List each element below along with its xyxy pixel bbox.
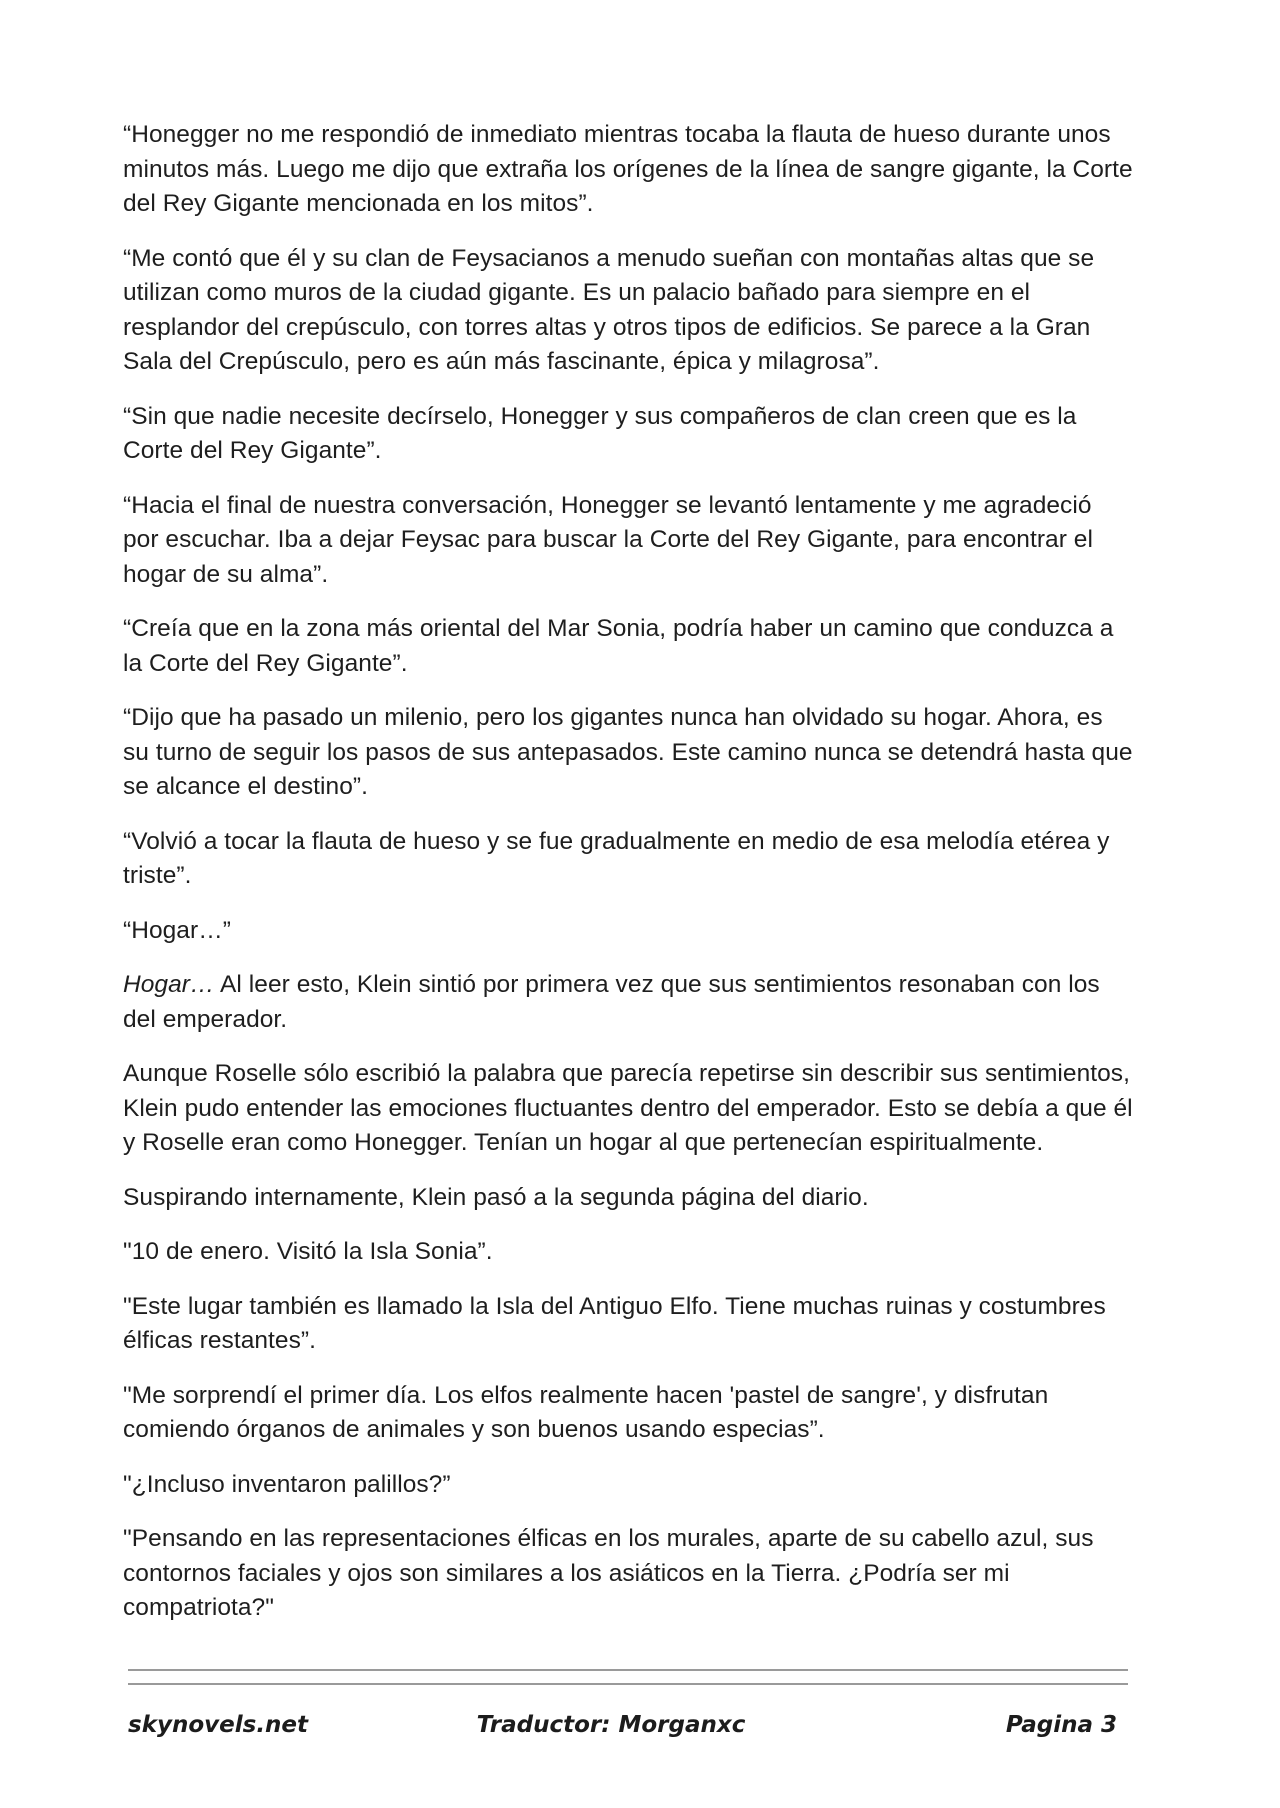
paragraph: "10 de enero. Visitó la Isla Sonia”. bbox=[123, 1238, 493, 1265]
paragraph: “Me contó que él y su clan de Feysacianos a menudo sueñan con montañas altas que se utilizan como muros de la ciudad gigante. Es un palacio bañado para siempre en el resplandor del crepúsculo, con torres altas y otros tipos de edificios. Se parece a la Gran Sala del Crepúsculo, pero es aún más fascinante, épica y milagrosa”. bbox=[123, 244, 1095, 375]
paragraph: Aunque Roselle sólo escribió la palabra que parecía repetirse sin describir sus sentimientos, Klein pudo entender las emociones fluctuantes dentro del emperador. Esto se debía a que él y Roselle eran como Honegger. Tenían un hogar al que pertenecían espiritualmente. bbox=[123, 1060, 1133, 1156]
paragraph: “Hogar…” bbox=[123, 916, 231, 944]
paragraph-italic-lead: Hogar… bbox=[123, 971, 215, 998]
paragraph: Suspirando internamente, Klein pasó a la segunda página del diario. bbox=[123, 1183, 869, 1211]
paragraph: "¿Incluso inventaron palillos?” bbox=[123, 1470, 451, 1498]
paragraph: "Este lugar también es llamado la Isla del Antiguo Elfo. Tiene muchas ruinas y costumbres élficas restantes”. bbox=[123, 1292, 1106, 1354]
footer-translator: Traductor: Morganxc bbox=[476, 1712, 746, 1738]
paragraph: “Honegger no me respondió de inmediato mientras tocaba la flauta de hueso durante unos minutos más. Luego me dijo que extraña los orígenes de la línea de sangre gigante, la Corte del Rey Gigante mencionada en los mitos”. bbox=[123, 121, 1133, 217]
paragraph: “Sin que nadie necesite decírselo, Honegger y sus compañeros de clan creen que es la Corte del Rey Gigante”. bbox=[123, 402, 1077, 464]
footer-divider-bottom bbox=[128, 1683, 1128, 1685]
footer-page-number: Pagina 3 bbox=[1005, 1712, 1117, 1738]
footer-divider-top bbox=[128, 1669, 1128, 1671]
document-body bbox=[123, 118, 1133, 1646]
footer-site: skynovels.net bbox=[128, 1712, 309, 1738]
paragraph: “Hacia el final de nuestra conversación, Honegger se levantó lentamente y me agradeció por escuchar. Iba a dejar Feysac para buscar la Corte del Rey Gigante, para encontrar el hogar de su alma”. bbox=[123, 491, 1093, 588]
paragraph: "Me sorprendí el primer día. Los elfos realmente hacen 'pastel de sangre', y disfrutan comiendo órganos de animales y son buenos usando especias”. bbox=[123, 1381, 1049, 1443]
paragraph bbox=[123, 968, 1133, 1037]
paragraph: “Volvió a tocar la flauta de hueso y se fue gradualmente en medio de esa melodía etérea y triste”. bbox=[123, 827, 1110, 889]
paragraph: "Pensando en las representaciones élficas en los murales, aparte de su cabello azul, sus contornos faciales y ojos son similares a los asiáticos en la Tierra. ¿Podría ser mi compatriota?" bbox=[123, 1525, 1094, 1621]
paragraph: “Dijo que ha pasado un milenio, pero los gigantes nunca han olvidado su hogar. Ahora, es su turno de seguir los pasos de sus antepasados. Este camino nunca se detendrá hasta que se alcance el destino”. bbox=[123, 704, 1133, 800]
paragraph-text: Al leer esto, Klein sintió por primera vez que sus sentimientos resonaban con los del emperador. bbox=[123, 971, 1100, 1033]
paragraph: “Creía que en la zona más oriental del Mar Sonia, podría haber un camino que conduzca a la Corte del Rey Gigante”. bbox=[123, 615, 1114, 677]
